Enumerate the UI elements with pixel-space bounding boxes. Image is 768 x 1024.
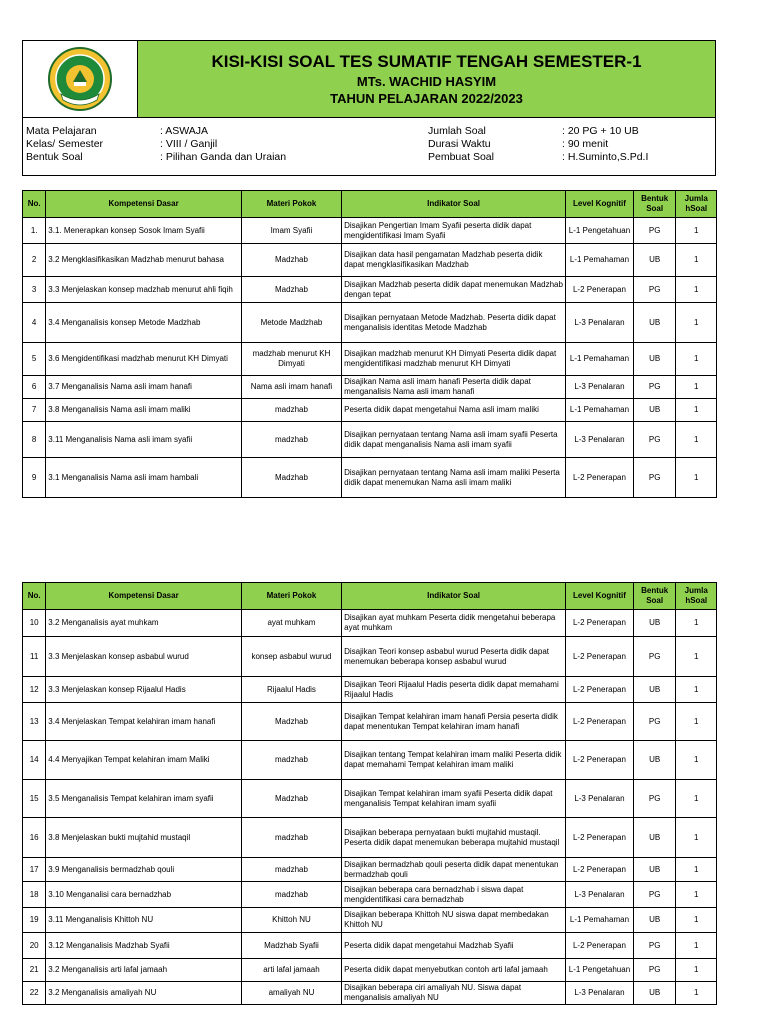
cell-no: 14 [23,741,46,780]
mapel-value: : ASWAJA [160,125,209,137]
table-row [23,858,717,882]
col-materi-pokok: Materi Pokok [241,191,341,218]
col-level-kognitif: Level Kognitif [566,191,634,218]
cell-no: 6 [23,376,46,399]
cell-indikator-soal: Disajikan Tempat kelahiran imam hanafi Persia peserta didik dapat menentukan Tempat kelahiran imam hanafi [342,703,566,741]
cell-no: 22 [23,982,46,1005]
cell-indikator-soal: Disajikan bermadzhab qouli peserta didik dapat menentukan bermadzhab qouli [342,858,566,882]
cell-jumlah-soal: 1 [676,637,717,677]
table-row [23,422,717,458]
cell-indikator-soal: Peserta didik dapat mengetahui Nama asli imam maliki [342,399,566,422]
cell-bentuk-soal: PG [633,703,676,741]
cell-kompetensi-dasar: 3.4 Menjelaskan Tempat kelahiran imam hanafi [46,703,242,741]
cell-kompetensi-dasar: 3.8 Menganalisis Nama asli imam maliki [46,399,242,422]
cell-level-kognitif: L-2 Penerapan [566,818,634,858]
cell-materi-pokok: madzhab menurut KH Dimyati [241,343,341,376]
cell-jumlah-soal: 1 [676,277,717,303]
col-no: No. [23,583,46,610]
cell-indikator-soal: Peserta didik dapat mengetahui Madzhab Syafii [342,933,566,959]
cell-no: 18 [23,882,46,908]
table-row [23,908,717,933]
cell-kompetensi-dasar: 3.5 Menganalisis Tempat kelahiran imam syafii [46,780,242,818]
cell-kompetensi-dasar: 3.8 Menjelaskan bukti mujtahid mustaqil [46,818,242,858]
col-indikator-soal: Indikator Soal [342,583,566,610]
cell-kompetensi-dasar: 3.1. Menerapkan konsep Sosok Imam Syafii [46,218,242,244]
cell-no: 3 [23,277,46,303]
cell-kompetensi-dasar: 3.4 Menganalisis konsep Metode Madzhab [46,303,242,343]
cell-kompetensi-dasar: 3.2 Menganalisis amaliyah NU [46,982,242,1005]
kelas-value: : VIII / Ganjil [160,138,218,150]
table-row [23,818,717,858]
cell-kompetensi-dasar: 3.3 Menjelaskan konsep asbabul wurud [46,637,242,677]
table-header-row [23,583,717,610]
cell-indikator-soal: Disajikan madzhab menurut KH Dimyati Peserta didik dapat mengidentifikasi madzhab menurut KH Dimyati [342,343,566,376]
cell-level-kognitif: L-3 Penalaran [566,882,634,908]
document-title: KISI-KISI SOAL TES SUMATIF TENGAH SEMESTER-1 [211,52,642,71]
col-kompetensi-dasar: Kompetensi Dasar [46,583,242,610]
cell-level-kognitif: L-2 Penerapan [566,458,634,498]
document-header [22,40,716,118]
mapel-label: Mata Pelajaran [26,125,97,137]
cell-bentuk-soal: PG [633,277,676,303]
cell-materi-pokok: Imam Syafii [241,218,341,244]
cell-indikator-soal: Disajikan beberapa cara bernadzhab i siswa dapat mengidentifikasi cara bernadzhab [342,882,566,908]
table-row [23,218,717,244]
cell-kompetensi-dasar: 3.9 Menganalisis bermadzhab qouli [46,858,242,882]
cell-indikator-soal: Disajikan data hasil pengamatan Madzhab peserta didik dapat mengklasifikasikan Madzhab [342,244,566,277]
cell-materi-pokok: konsep asbabul wurud [241,637,341,677]
kisi-table-2 [22,582,717,1005]
cell-indikator-soal: Disajikan pernyataan Metode Madzhab. Peserta didik dapat menganalisis identitas Metode Madzhab [342,303,566,343]
cell-bentuk-soal: PG [633,422,676,458]
col-jumlah-soal: Jumla hSoal [676,583,717,610]
school-logo-cell [23,41,138,117]
table-header-row [23,191,717,218]
cell-no: 21 [23,959,46,982]
cell-materi-pokok: Madzhab Syafii [241,933,341,959]
cell-bentuk-soal: PG [633,959,676,982]
table-row [23,982,717,1005]
cell-level-kognitif: L-2 Penerapan [566,610,634,637]
cell-kompetensi-dasar: 3.12 Menganalisis Madzhab Syafii [46,933,242,959]
cell-materi-pokok: Metode Madzhab [241,303,341,343]
cell-level-kognitif: L-2 Penerapan [566,933,634,959]
cell-jumlah-soal: 1 [676,933,717,959]
cell-jumlah-soal: 1 [676,610,717,637]
cell-indikator-soal: Disajikan Nama asli imam hanafi Peserta didik dapat menganalisis Nama asli imam hanafi [342,376,566,399]
cell-jumlah-soal: 1 [676,959,717,982]
col-level-kognitif: Level Kognitif [566,583,634,610]
cell-indikator-soal: Disajikan pernyataan tentang Nama asli imam syafii Peserta didik dapat menganalisis Nama asli imam syafii [342,422,566,458]
pembuat-value: : H.Suminto,S.Pd.I [562,151,649,163]
cell-indikator-soal: Disajikan beberapa ciri amaliyah NU. Siswa dapat menganalisis amaliyah NU [342,982,566,1005]
cell-level-kognitif: L-1 Pengetahuan [566,959,634,982]
cell-no: 7 [23,399,46,422]
cell-materi-pokok: madzhab [241,741,341,780]
cell-bentuk-soal: UB [633,244,676,277]
cell-no: 2 [23,244,46,277]
cell-kompetensi-dasar: 3.3 Menjelaskan konsep Rijaalul Hadis [46,677,242,703]
cell-no: 4 [23,303,46,343]
table-row [23,703,717,741]
cell-no: 12 [23,677,46,703]
cell-indikator-soal: Disajikan Teori Rijaalul Hadis peserta didik dapat memahami Rijaalul Hadis [342,677,566,703]
cell-no: 13 [23,703,46,741]
cell-bentuk-soal: UB [633,982,676,1005]
table-row [23,277,717,303]
cell-level-kognitif: L-1 Pemahaman [566,244,634,277]
cell-materi-pokok: madzhab [241,858,341,882]
cell-indikator-soal: Disajikan Teori konsep asbabul wurud Peserta didik dapat menemukan beberapa konsep asbabul wurud [342,637,566,677]
table-row [23,458,717,498]
cell-bentuk-soal: PG [633,458,676,498]
table-row [23,959,717,982]
cell-jumlah-soal: 1 [676,741,717,780]
cell-kompetensi-dasar: 3.11 Menganalisis Nama asli imam syafii [46,422,242,458]
cell-indikator-soal: Disajikan beberapa Khittoh NU siswa dapat membedakan Khittoh NU [342,908,566,933]
cell-jumlah-soal: 1 [676,908,717,933]
title-block [138,41,715,117]
cell-jumlah-soal: 1 [676,780,717,818]
bentuk-label: Bentuk Soal [26,151,83,163]
cell-materi-pokok: madzhab [241,399,341,422]
cell-level-kognitif: L-1 Pemahaman [566,343,634,376]
cell-level-kognitif: L-3 Penalaran [566,303,634,343]
cell-bentuk-soal: UB [633,303,676,343]
cell-bentuk-soal: PG [633,376,676,399]
col-jumlah-soal: Jumla hSoal [676,191,717,218]
cell-no: 8 [23,422,46,458]
cell-indikator-soal: Peserta didik dapat menyebutkan contoh arti lafal jamaah [342,959,566,982]
cell-kompetensi-dasar: 3.11 Menganalisis Khittoh NU [46,908,242,933]
cell-bentuk-soal: UB [633,818,676,858]
durasi-label: Durasi Waktu [428,138,491,150]
table-row [23,343,717,376]
cell-materi-pokok: Khittoh NU [241,908,341,933]
cell-jumlah-soal: 1 [676,982,717,1005]
cell-kompetensi-dasar: 3.2 Mengklasifikasikan Madzhab menurut bahasa [46,244,242,277]
cell-materi-pokok: madzhab [241,422,341,458]
cell-materi-pokok: Rijaalul Hadis [241,677,341,703]
table-row [23,741,717,780]
cell-materi-pokok: amaliyah NU [241,982,341,1005]
cell-no: 19 [23,908,46,933]
cell-jumlah-soal: 1 [676,882,717,908]
table-row [23,244,717,277]
cell-no: 5 [23,343,46,376]
cell-jumlah-soal: 1 [676,703,717,741]
cell-bentuk-soal: UB [633,908,676,933]
cell-kompetensi-dasar: 3.6 Mengidentifikasi madzhab menurut KH Dimyati [46,343,242,376]
jumlah-label: Jumlah Soal [428,125,486,137]
cell-level-kognitif: L-2 Penerapan [566,741,634,780]
cell-bentuk-soal: PG [633,933,676,959]
cell-jumlah-soal: 1 [676,858,717,882]
cell-indikator-soal: Disajikan Tempat kelahiran imam syafii Peserta didik dapat menganalisis Tempat kelahiran imam syafii [342,780,566,818]
cell-level-kognitif: L-2 Penerapan [566,703,634,741]
cell-jumlah-soal: 1 [676,244,717,277]
cell-jumlah-soal: 1 [676,343,717,376]
table-row [23,376,717,399]
cell-kompetensi-dasar: 3.10 Menganalisi cara bernadzhab [46,882,242,908]
cell-level-kognitif: L-2 Penerapan [566,277,634,303]
cell-kompetensi-dasar: 3.7 Menganalisis Nama asli imam hanafi [46,376,242,399]
academic-year: TAHUN PELAJARAN 2022/2023 [330,91,523,106]
cell-materi-pokok: Madzhab [241,244,341,277]
cell-kompetensi-dasar: 3.2 Menganalisis ayat muhkam [46,610,242,637]
cell-no: 11 [23,637,46,677]
cell-jumlah-soal: 1 [676,677,717,703]
cell-kompetensi-dasar: 3.2 Menganalisis arti lafal jamaah [46,959,242,982]
col-materi-pokok: Materi Pokok [241,583,341,610]
cell-bentuk-soal: UB [633,399,676,422]
cell-materi-pokok: Madzhab [241,458,341,498]
cell-materi-pokok: Nama asli imam hanafi [241,376,341,399]
cell-level-kognitif: L-2 Penerapan [566,858,634,882]
cell-materi-pokok: Madzhab [241,277,341,303]
cell-materi-pokok: madzhab [241,818,341,858]
cell-no: 1. [23,218,46,244]
cell-bentuk-soal: UB [633,858,676,882]
cell-jumlah-soal: 1 [676,399,717,422]
cell-level-kognitif: L-3 Penalaran [566,982,634,1005]
cell-level-kognitif: L-2 Penerapan [566,677,634,703]
cell-no: 17 [23,858,46,882]
col-indikator-soal: Indikator Soal [342,191,566,218]
table-row [23,780,717,818]
table-row [23,677,717,703]
cell-bentuk-soal: UB [633,741,676,780]
table-row [23,882,717,908]
cell-no: 10 [23,610,46,637]
table-row [23,399,717,422]
cell-materi-pokok: arti lafal jamaah [241,959,341,982]
kisi-table-1 [22,190,717,498]
cell-indikator-soal: Disajikan ayat muhkam Peserta didik mengetahui beberapa ayat muhkam [342,610,566,637]
cell-no: 20 [23,933,46,959]
durasi-value: : 90 menit [562,138,609,150]
cell-materi-pokok: Madzhab [241,703,341,741]
cell-bentuk-soal: PG [633,637,676,677]
info-block [22,118,716,176]
cell-kompetensi-dasar: 3.1 Menganalisis Nama asli imam hambali [46,458,242,498]
cell-materi-pokok: madzhab [241,882,341,908]
table-row [23,610,717,637]
cell-jumlah-soal: 1 [676,818,717,858]
bentuk-value: : Pilihan Ganda dan Uraian [160,151,287,163]
kelas-label: Kelas/ Semester [26,138,104,150]
cell-level-kognitif: L-3 Penalaran [566,422,634,458]
cell-level-kognitif: L-1 Pemahaman [566,399,634,422]
cell-indikator-soal: Disajikan beberapa pernyataan bukti mujtahid mustaqil. Peserta didik dapat menemukan beberapa mujtahid mustaqil [342,818,566,858]
cell-jumlah-soal: 1 [676,376,717,399]
col-bentuk-soal: Bentuk Soal [633,583,676,610]
cell-bentuk-soal: PG [633,218,676,244]
table-row [23,933,717,959]
cell-indikator-soal: Disajikan Madzhab peserta didik dapat menemukan Madzhab dengan tepat [342,277,566,303]
table-row [23,637,717,677]
col-kompetensi-dasar: Kompetensi Dasar [46,191,242,218]
cell-no: 16 [23,818,46,858]
cell-materi-pokok: Madzhab [241,780,341,818]
cell-level-kognitif: L-1 Pengetahuan [566,218,634,244]
cell-bentuk-soal: PG [633,882,676,908]
cell-kompetensi-dasar: 4.4 Menyajikan Tempat kelahiran imam Maliki [46,741,242,780]
cell-jumlah-soal: 1 [676,218,717,244]
jumlah-value: : 20 PG + 10 UB [562,125,639,137]
cell-jumlah-soal: 1 [676,303,717,343]
cell-indikator-soal: Disajikan Pengertian Imam Syafii peserta didik dapat mengidentifikasi Imam Syafii [342,218,566,244]
col-bentuk-soal: Bentuk Soal [633,191,676,218]
cell-no: 15 [23,780,46,818]
pembuat-label: Pembuat Soal [428,151,494,163]
cell-jumlah-soal: 1 [676,422,717,458]
cell-kompetensi-dasar: 3.3 Menjelaskan konsep madzhab menurut ahli fiqih [46,277,242,303]
cell-level-kognitif: L-1 Pemahaman [566,908,634,933]
table-row [23,303,717,343]
cell-materi-pokok: ayat muhkam [241,610,341,637]
cell-no: 9 [23,458,46,498]
cell-indikator-soal: Disajikan pernyataan tentang Nama asli imam maliki Peserta didik dapat menemukan Nama asli imam maliki [342,458,566,498]
cell-level-kognitif: L-2 Penerapan [566,637,634,677]
cell-bentuk-soal: UB [633,610,676,637]
cell-bentuk-soal: UB [633,343,676,376]
school-logo [47,46,113,112]
cell-level-kognitif: L-3 Penalaran [566,780,634,818]
school-name: MTs. WACHID HASYIM [356,74,497,89]
cell-bentuk-soal: UB [633,677,676,703]
col-no: No. [23,191,46,218]
cell-bentuk-soal: PG [633,780,676,818]
cell-jumlah-soal: 1 [676,458,717,498]
cell-indikator-soal: Disajikan tentang Tempat kelahiran imam maliki Peserta didik dapat memahami Tempat kelahiran imam maliki [342,741,566,780]
cell-level-kognitif: L-3 Penalaran [566,376,634,399]
